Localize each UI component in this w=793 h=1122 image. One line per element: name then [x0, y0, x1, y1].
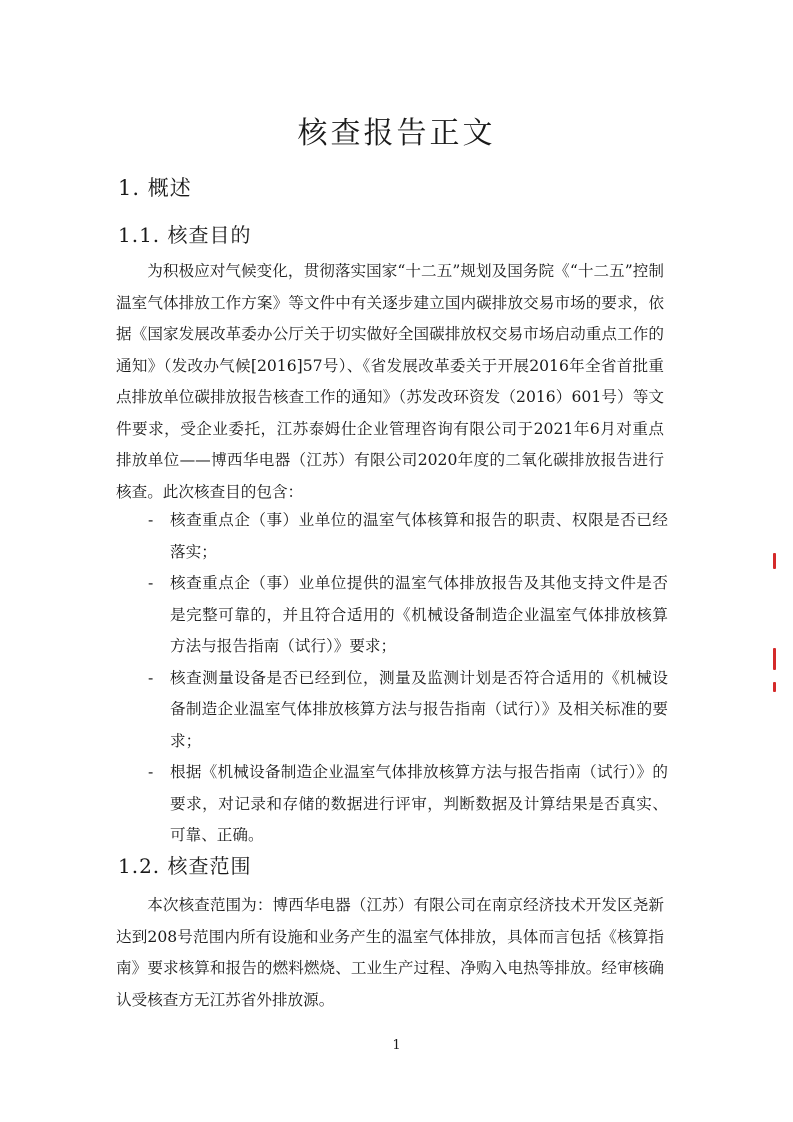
list-item: [116, 568, 668, 663]
bullet-text: 核查测量设备是否已经到位，测量及监测计划是否符合适用的《机械设备制造企业温室气体排放核算方法与报告指南（试行）》及相关标准的要求；: [170, 668, 668, 750]
purpose-bullet-list: [116, 505, 668, 852]
binding-mark-decoration: [773, 648, 776, 670]
purpose-paragraph: 为积极应对气候变化，贯彻落实国家“十二五”规划及国务院《“十二五”控制温室气体排放工作方案》等文件中有关逐步建立国内碳排放交易市场的要求，依据《国家发展改革委办公厅关于切实做好全国碳排放权交易市场启动重点工作的通知》（发改办气候[2016]57号）、《省发展改革委关于开展2016年全省首批重点排放单位碳排放报告核查工作的通知》（苏发改环资发（2016）601号）等文件要求，受企业委托，江苏泰姆仕企业管理咨询有限公司于2021年6月对重点排放单位——博西华电器（江苏）有限公司2020年度的二氧化碳排放报告进行核查。此次核查目的包含：: [116, 262, 664, 501]
page-title: 核查报告正文: [297, 116, 496, 151]
bullet-marker: -: [148, 511, 154, 529]
bullet-text: 根据《机械设备制造企业温室气体排放核算方法与报告指南（试行）》的要求，对记录和存储的数据进行评审，判断数据及计算结果是否真实、可靠、正确。: [170, 763, 668, 844]
bullet-marker: -: [148, 763, 154, 781]
bullet-marker: -: [148, 668, 154, 687]
section-1-heading: 1. 概述: [118, 176, 192, 200]
binding-mark-decoration: [773, 553, 776, 569]
section-1-2-heading: 1.2. 核查范围: [118, 854, 252, 878]
list-item: [116, 505, 668, 568]
scope-paragraph: 本次核查范围为：博西华电器（江苏）有限公司在南京经济技术开发区尧新达到208号范围内所有设施和业务产生的温室气体排放，具体而言包括《核算指南》要求核算和报告的燃料燃烧、工业生产过程、净购入电热等排放。经审核确认受核查方无江苏省外排放源。: [116, 896, 664, 1009]
bullet-text: 核查重点企（事）业单位的温室气体核算和报告的职责、权限是否已经落实；: [170, 511, 668, 561]
list-item: [116, 663, 668, 758]
binding-mark-decoration: [773, 682, 776, 692]
section-1-1-heading: 1.1. 核查目的: [118, 223, 252, 247]
bullet-marker: -: [148, 574, 154, 592]
page-number: 1: [392, 1038, 401, 1053]
list-item: [116, 757, 668, 852]
bullet-text: 核查重点企（事）业单位提供的温室气体排放报告及其他支持文件是否是完整可靠的，并且符合适用的《机械设备制造企业温室气体排放核算方法与报告指南（试行）》要求；: [170, 574, 668, 655]
